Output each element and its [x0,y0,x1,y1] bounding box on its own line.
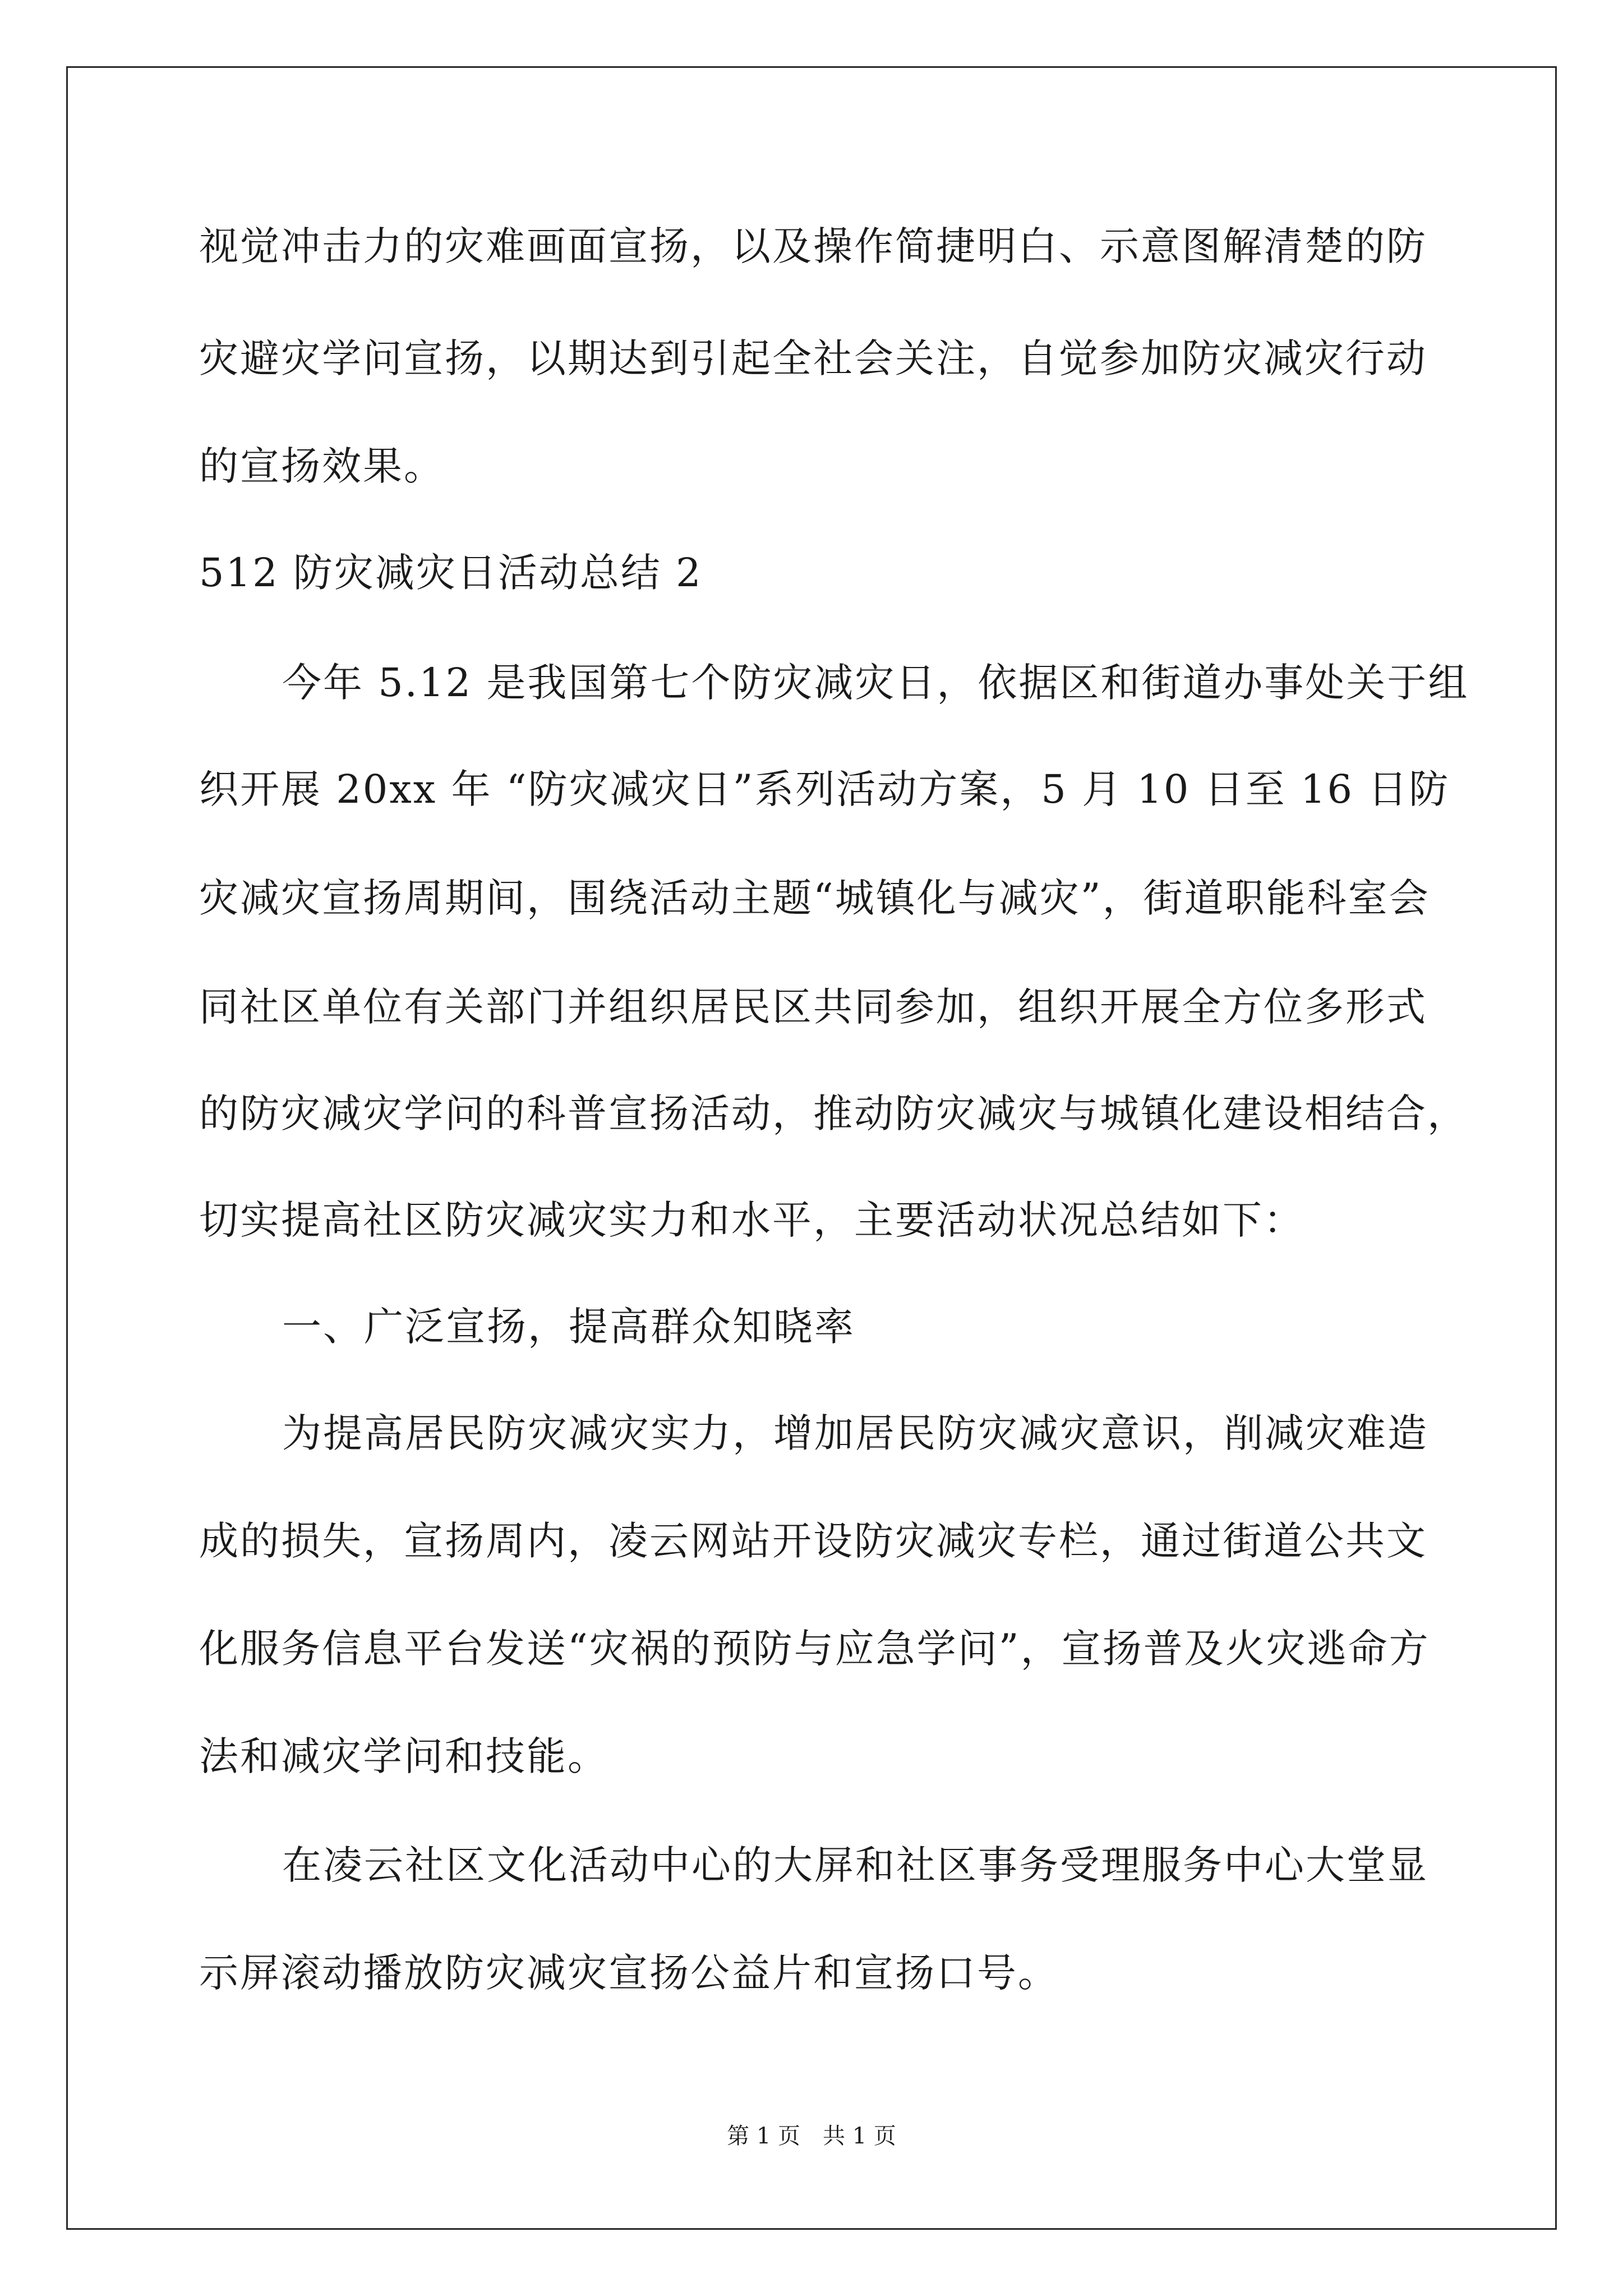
paragraph-line: 切实提高社区防灾减灾实力和水平，主要活动状况总结如下： [199,1197,1304,1243]
paragraph-line: 的防灾减灾学问的科普宣扬活动，推动防灾减灾与城镇化建设相结合， [199,1091,1468,1137]
section-heading: 512 防灾减灾日活动总结 2 [199,550,703,596]
paragraph-line: 成的损失，宣扬周内，凌云网站开设防灾减灾专栏，通过街道公共文 [199,1518,1427,1564]
paragraph-line: 化服务信息平台发送“灾祸的预防与应急学问”，宣扬普及火灾逃命方 [199,1626,1430,1672]
paragraph-line: 在凌云社区文化活动中心的大屏和社区事务受理服务中心大堂显 [282,1842,1428,1888]
paragraph-line: 的宣扬效果。 [199,443,445,489]
page-total: 共 1 页 [823,2123,896,2149]
paragraph-line: 视觉冲击力的灾难画面宣扬，以及操作简捷明白、示意图解清楚的防 [199,223,1427,269]
page-footer [0,2125,1623,2147]
page-number: 第 1 页 [727,2123,800,2149]
paragraph-line: 今年 5.12 是我国第七个防灾减灾日，依据区和街道办事处关于组 [282,660,1469,706]
paragraph-line: 同社区单位有关部门并组织居民区共同参加，组织开展全方位多形式 [199,984,1427,1030]
subsection-title: 一、广泛宣扬，提高群众知晓率 [282,1304,855,1350]
page-border [66,66,1557,2230]
paragraph-line: 为提高居民防灾减灾实力，增加居民防灾减灾意识，削减灾难造 [282,1410,1428,1456]
paragraph-line: 灾避灾学问宣扬，以期达到引起全社会关注，自觉参加防灾减灾行动 [199,335,1427,381]
paragraph-line: 灾减灾宣扬周期间，围绕活动主题“城镇化与减灾”，街道职能科室会 [199,875,1430,921]
paragraph-line: 法和减灾学问和技能。 [199,1733,608,1779]
paragraph-line: 织开展 20xx 年 “防灾减灾日”系列活动方案，5 月 10 日至 16 日防 [199,766,1450,812]
paragraph-line: 示屏滚动播放防灾减灾宣扬公益片和宣扬口号。 [199,1950,1059,1996]
